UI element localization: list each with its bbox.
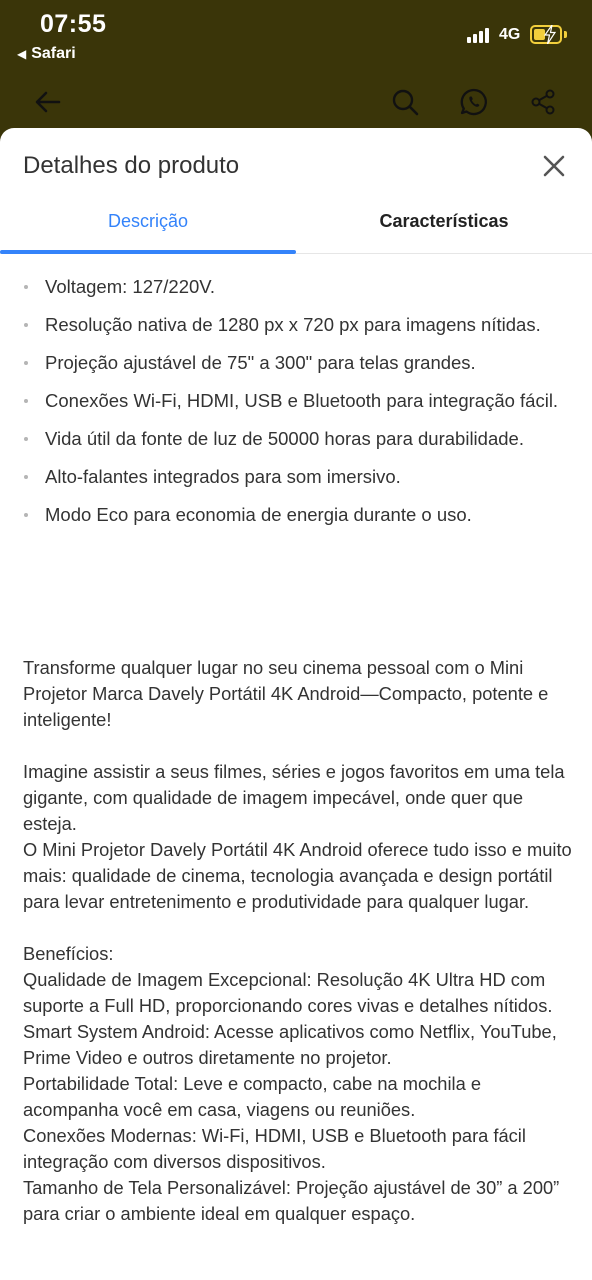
active-tab-indicator bbox=[0, 250, 296, 254]
product-description: Transforme qualquer lugar no seu cinema pessoal com o Mini Projetor Marca Davely Portátil 4K Android—Compacto, potente e inteligente! Imagine assistir a seus filmes, séries e jogos favoritos em uma tela gigante, com qualidade de imagem impecável, onde quer que esteja. O Mini Projetor Davely Portátil 4K Android oferece tudo isso e muito mais: qualidade de cinema, tecnologia avançada e design portátil para levar entretenimento e produtividade para qualquer lugar. Benefícios: Qualidade de Imagem Excepcional: Resolução 4K Ultra HD com suporte a Full HD, proporcionando cores vivas e detalhes nítidos. Smart System Android: Acesse aplicativos como Netflix, YouTube, Prime Video e outros diretamente no projetor. Portabilidade Total: Leve e compacto, cabe na mochila e acompanha você em casa, viagens ou reuniões. Conexões Modernas: Wi-Fi, HDMI, USB e Bluetooth para fácil integração com diversos dispositivos. Tamanho de Tela Personalizável: Projeção ajustável de 30” a 200” para criar o ambiente ideal em qualquer espaço. bbox=[23, 657, 572, 1224]
product-details-sheet bbox=[0, 128, 592, 1280]
list-item: Voltagem: 127/220V. bbox=[0, 274, 592, 299]
tab-descricao[interactable]: Descrição bbox=[107, 210, 189, 231]
sheet-title: Detalhes do produto bbox=[23, 152, 240, 179]
share-icon[interactable] bbox=[525, 84, 561, 120]
feature-list bbox=[0, 274, 592, 540]
network-type: 4G bbox=[499, 26, 521, 43]
cellular-signal-icon bbox=[467, 27, 489, 43]
back-arrow-icon[interactable] bbox=[30, 84, 66, 120]
back-triangle-icon: ◀ bbox=[17, 47, 27, 61]
list-item: Projeção ajustável de 75" a 300" para telas grandes. bbox=[0, 350, 592, 375]
whatsapp-icon[interactable] bbox=[456, 84, 492, 120]
list-item: Alto-falantes integrados para som imersivo. bbox=[0, 464, 592, 489]
tab-caracteristicas[interactable]: Características bbox=[379, 210, 509, 231]
battery-cap bbox=[564, 31, 567, 38]
back-to-safari[interactable] bbox=[17, 45, 76, 63]
status-bar bbox=[0, 0, 592, 72]
battery-charging-icon bbox=[530, 25, 562, 44]
list-item: Resolução nativa de 1280 px x 720 px para imagens nítidas. bbox=[0, 312, 592, 337]
list-item: Conexões Wi-Fi, HDMI, USB e Bluetooth para integração fácil. bbox=[0, 388, 592, 413]
close-icon[interactable] bbox=[538, 150, 570, 182]
search-icon[interactable] bbox=[387, 84, 423, 120]
list-item: Modo Eco para economia de energia durante o uso. bbox=[0, 502, 592, 527]
status-time: 07:55 bbox=[40, 10, 107, 38]
list-item: Vida útil da fonte de luz de 50000 horas para durabilidade. bbox=[0, 426, 592, 451]
tab-bar bbox=[0, 188, 592, 254]
back-app-label: Safari bbox=[31, 45, 76, 62]
app-toolbar bbox=[0, 72, 592, 132]
